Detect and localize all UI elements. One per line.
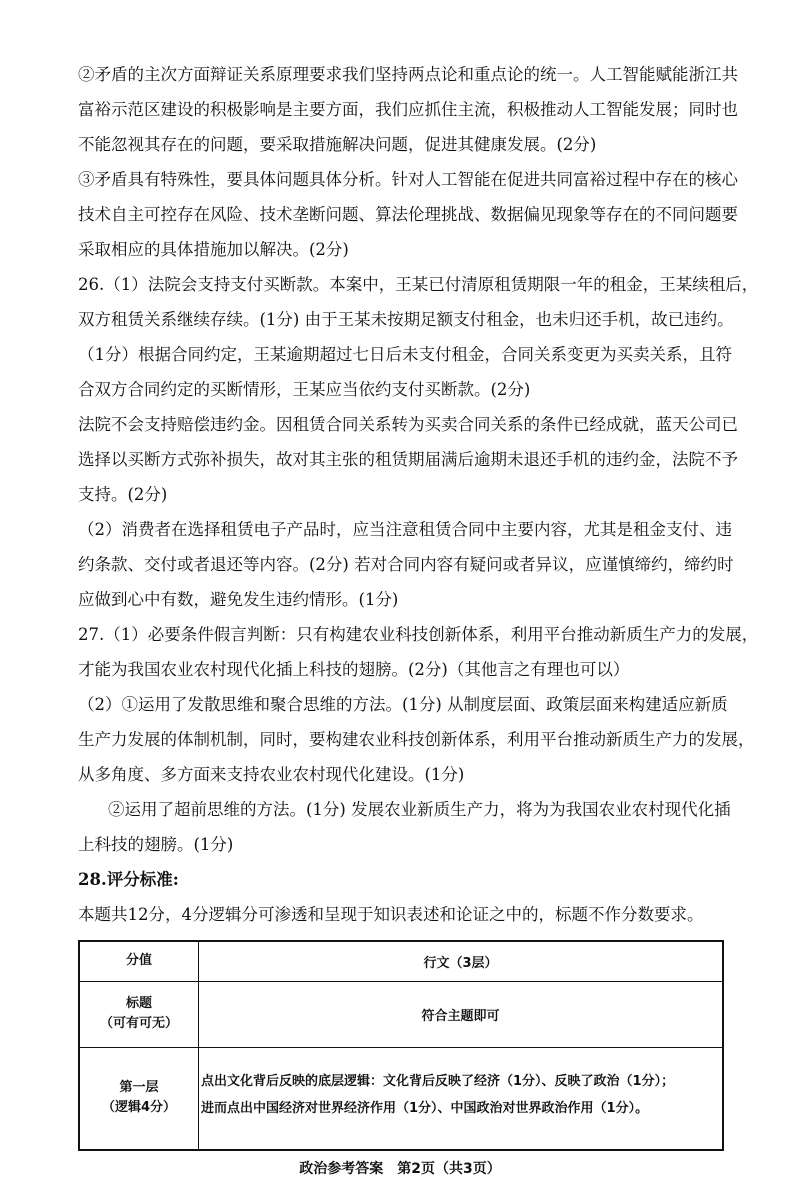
cell-label: 第一层 [119, 1080, 159, 1096]
question-26-part-2: （2）消费者在选择租赁电子产品时，应当注意租赁合同中主要内容，尤其是租金支付、违 [78, 520, 732, 539]
text-line: （1分）根据合同约定，王某逾期超过七日后未支付租金，合同关系变更为买卖关系，且符 [78, 345, 732, 364]
text-line: ②矛盾的主次方面辩证关系原理要求我们坚持两点论和重点论的统一。人工智能赋能浙江共 [78, 65, 738, 84]
text-line: 应做到心中有数，避免发生违约情形。(1分) [78, 590, 399, 609]
text-line: 双方租赁关系继续存续。(1分) 由于王某未按期足额支付租金，也未归还手机，故已违约。 [78, 310, 734, 329]
cell-label: 标题 [125, 996, 152, 1011]
table-cell-criteria: 符合主题即可 [199, 981, 724, 1047]
table-header-score: 分值 [79, 941, 199, 981]
text-line: ③矛盾具有特殊性，要具体问题具体分析。针对人工智能在促进共同富裕过程中存在的核心 [78, 170, 738, 189]
table-cell-title [79, 981, 199, 1047]
text-line: 从多角度、多方面来支持农业农村现代化建设。(1分) [78, 765, 465, 784]
criteria-line: 点出文化背后反映的底层逻辑：文化背后反映了经济（1分）、反映了政治（1分）； [201, 1073, 675, 1089]
text-line: 技术自主可控存在风险、技术垄断问题、算法伦理挑战、数据偏见现象等存在的不同问题要 [78, 205, 738, 224]
table-header-writing: 行文（3层） [199, 941, 724, 981]
text-line: 富裕示范区建设的积极影响是主要方面，我们应抓住主流，积极推动人工智能发展；同时也 [78, 100, 738, 119]
cell-note: （可有可无） [99, 1016, 178, 1031]
text-line: 本题共12分，4分逻辑分可渗透和呈现于知识表述和论证之中的，标题不作分数要求。 [78, 905, 704, 924]
text-line: 才能为我国农业农村现代化插上科技的翅膀。(2分)（其他言之有理也可以） [78, 660, 630, 679]
text-line: 选择以买断方式弥补损失，故对其主张的租赁期届满后逾期未退还手机的违约金，法院不予 [78, 450, 738, 469]
table-row [79, 981, 723, 1047]
page-footer: 政治参考答案 第2页（共3页） [299, 1161, 501, 1177]
text-line: 支持。(2分) [78, 485, 168, 504]
question-27-part-1: 27.（1）必要条件假言判断：只有构建农业科技创新体系，利用平台推动新质生产力的发展， [78, 625, 759, 644]
text-line: 法院不会支持赔偿违约金。因租赁合同关系转为买卖合同关系的条件已经成就，蓝天公司已 [78, 415, 738, 434]
table-header-row [79, 941, 723, 981]
cell-note: （逻辑4分） [101, 1100, 177, 1116]
text-line: 采取相应的具体措施加以解决。(2分) [78, 240, 349, 259]
text-line: 不能忽视其存在的问题，要采取措施解决问题，促进其健康发展。(2分) [78, 135, 597, 154]
question-28-heading: 28.评分标准: [78, 870, 179, 889]
question-26-part-1: 26.（1）法院会支持支付买断款。本案中，王某已付清原租赁期限一年的租金，王某续租后， [78, 275, 759, 294]
text-line: ②运用了超前思维的方法。(1分) 发展农业新质生产力，将为为我国农业农村现代化插 [108, 800, 731, 819]
table-cell-criteria [199, 1047, 724, 1150]
text-line: 约条款、交付或者退还等内容。(2分) 若对合同内容有疑问或者异议，应谨慎缔约，缔约时 [78, 555, 734, 574]
criteria-line: 进而点出中国经济对世界经济作用（1分）、中国政治对世界政治作用（1分）。 [201, 1100, 649, 1116]
table-cell-layer-1 [79, 1047, 199, 1150]
text-line: 上科技的翅膀。(1分) [78, 835, 234, 854]
grading-table [78, 940, 724, 1151]
text-line: 生产力发展的体制机制，同时，要构建农业科技创新体系，利用平台推动新质生产力的发展， [78, 730, 755, 749]
table-row [79, 1047, 723, 1150]
question-27-part-2: （2）①运用了发散思维和聚合思维的方法。(1分) 从制度层面、政策层面来构建适应新质 [78, 695, 728, 714]
text-line: 合双方合同约定的买断情形，王某应当依约支付买断款。(2分) [78, 380, 531, 399]
